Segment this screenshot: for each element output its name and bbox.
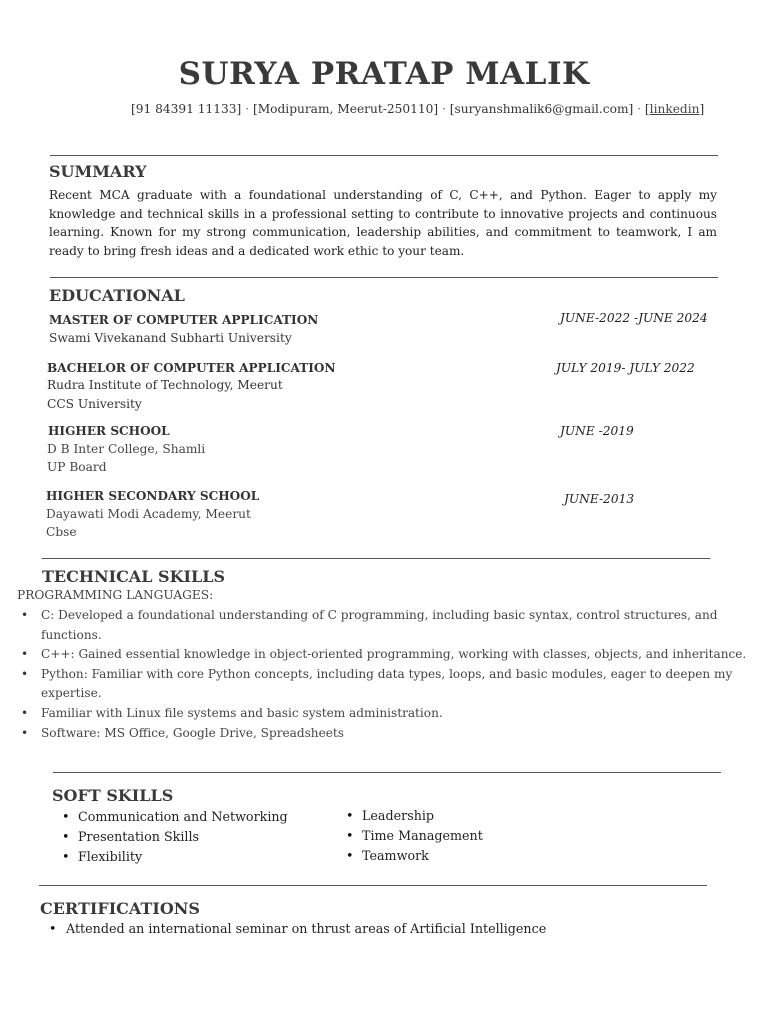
- soft-skills-right-list: [346, 806, 483, 866]
- technical-skills-heading: TECHNICAL SKILLS: [42, 567, 226, 586]
- contact-line: [131, 102, 704, 116]
- list-item: • Teamwork: [346, 846, 483, 866]
- date-mca: JUNE-2022 -JUNE 2024: [560, 311, 708, 325]
- contact-separator: ·: [245, 102, 250, 116]
- divider-education: [50, 277, 718, 278]
- degree-bca: BACHELOR OF COMPUTER APPLICATION: [47, 361, 336, 375]
- soft-skills-left-list: [62, 807, 288, 867]
- linkedin-bracket-open: [: [644, 102, 650, 116]
- divider-soft-skills: [53, 772, 721, 773]
- institution-mca: Swami Vivekanand Subharti University: [49, 331, 292, 345]
- board-higher-school: UP Board: [47, 460, 107, 474]
- contact-separator: ·: [637, 102, 642, 116]
- degree-higher-school: HIGHER SCHOOL: [48, 424, 170, 438]
- certifications-heading: CERTIFICATIONS: [40, 899, 200, 918]
- university-bca: CCS University: [47, 397, 142, 411]
- divider-certifications: [39, 885, 707, 886]
- summary-text: Recent MCA graduate with a foundational understanding of C, C++, and Python. Eager to apply my knowledge and technical skills in a professional setting to contribute to innovative projects and continuous learning. Known for my strong communication, leadership abilities, and commitment to teamwork, I am ready to bring fresh ideas and a dedicated work ethic to your team.: [49, 188, 717, 258]
- list-item: • C: Developed a foundational understanding of C programming, including basic syntax, control structures, and functions.: [18, 606, 760, 645]
- candidate-name: SURYA PRATAP MALIK: [178, 56, 590, 92]
- divider-technical: [42, 558, 710, 559]
- list-item: • Flexibility: [62, 847, 288, 867]
- technical-skills-list: [18, 606, 760, 743]
- list-item: • Software: MS Office, Google Drive, Spreadsheets: [18, 724, 760, 744]
- list-item: • Python: Familiar with core Python concepts, including data types, loops, and basic modules, eager to deepen my expertise.: [18, 665, 760, 704]
- linkedin-link[interactable]: linkedin: [649, 102, 700, 116]
- list-item: • Leadership: [346, 806, 483, 826]
- degree-mca: MASTER OF COMPUTER APPLICATION: [49, 313, 319, 327]
- date-bca: JULY 2019- JULY 2022: [556, 361, 695, 375]
- soft-skills-heading: SOFT SKILLS: [52, 786, 174, 805]
- contact-separator: ·: [442, 102, 446, 116]
- list-item: • Familiar with Linux file systems and basic system administration.: [18, 704, 760, 724]
- divider-summary: [50, 155, 718, 156]
- board-higher-secondary: Cbse: [46, 525, 77, 539]
- institution-bca: Rudra Institute of Technology, Meerut: [47, 378, 283, 392]
- email-address[interactable]: [suryanshmalik6@gmail.com]: [449, 102, 634, 116]
- education-heading: EDUCATIONAL: [49, 286, 185, 305]
- address: [Modipuram, Meerut-250110]: [252, 102, 439, 116]
- certification-item: • Attended an international seminar on thrust areas of Artificial Intelligence: [49, 921, 546, 936]
- institution-higher-secondary: Dayawati Modi Academy, Meerut: [46, 507, 251, 521]
- list-item: • Presentation Skills: [62, 827, 288, 847]
- degree-higher-secondary: HIGHER SECONDARY SCHOOL: [46, 489, 260, 503]
- list-item: • Communication and Networking: [62, 807, 288, 827]
- date-higher-secondary: JUNE-2013: [564, 492, 635, 506]
- phone-number: [91 84391 11133]: [131, 102, 242, 116]
- list-item: • C++: Gained essential knowledge in object-oriented programming, working with classes, objects, and inheritance.: [18, 645, 760, 665]
- date-higher-school: JUNE -2019: [560, 424, 634, 438]
- summary-heading: SUMMARY: [49, 162, 147, 181]
- institution-higher-school: D B Inter College, Shamli: [47, 442, 206, 456]
- programming-languages-label: PROGRAMMING LANGUAGES:: [17, 588, 214, 602]
- list-item: • Time Management: [346, 826, 483, 846]
- linkedin-bracket-close: ]: [699, 102, 705, 116]
